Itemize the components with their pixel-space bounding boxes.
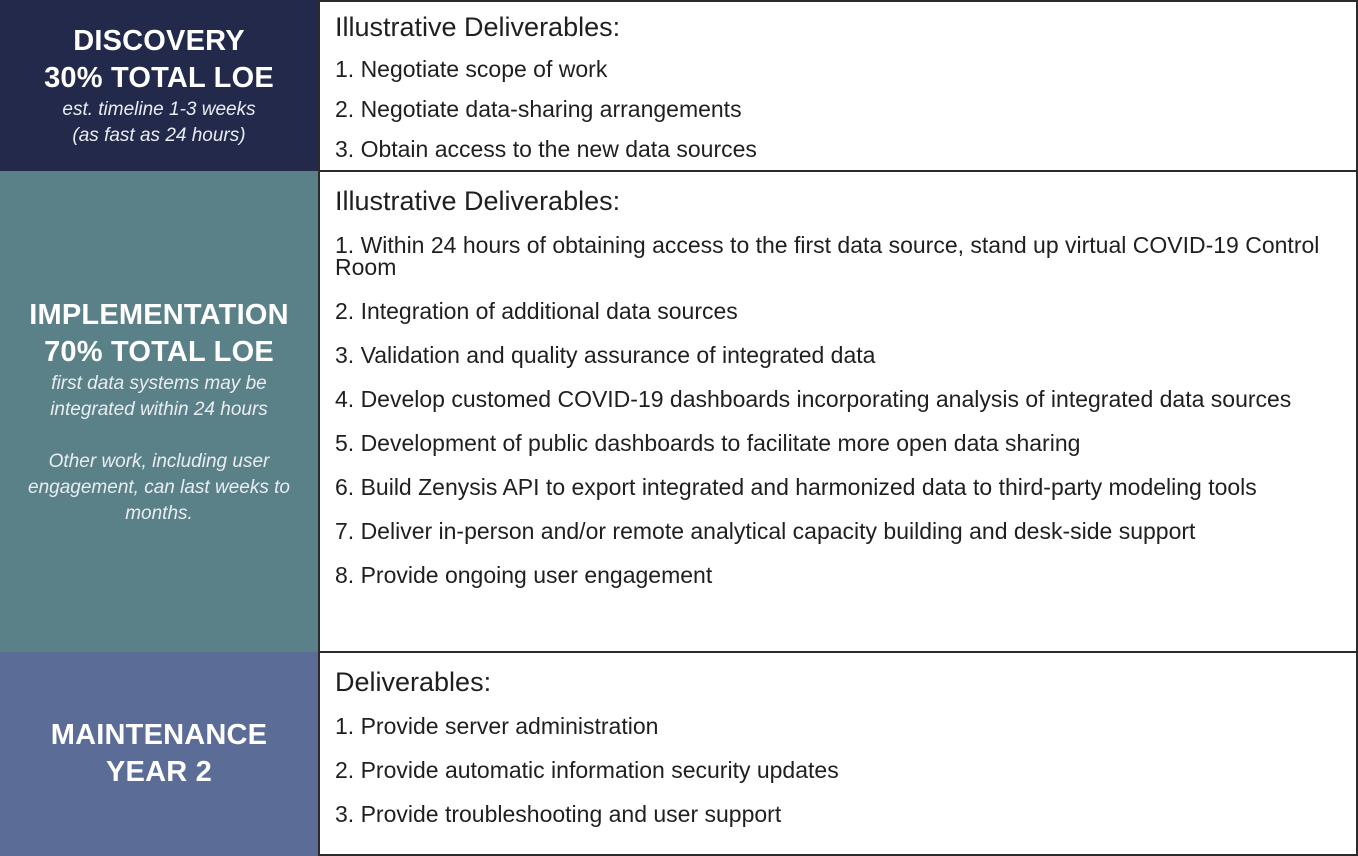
phase-extra-note: Other work, including user xyxy=(48,450,270,472)
deliverable-item: 3. Provide troubleshooting and user support xyxy=(335,801,782,827)
deliverable-item: 3. Validation and quality assurance of integrated data xyxy=(335,342,876,368)
deliverable-item: 3. Obtain access to the new data sources xyxy=(335,136,757,162)
deliverable-item: 1. Within 24 hours of obtaining access to the first data source, stand up virtual COVID-19 Control Room xyxy=(335,232,1320,280)
phase-label-discovery xyxy=(0,0,318,171)
deliverable-item: 2. Provide automatic information security updates xyxy=(335,757,839,783)
phase-loe: 70% TOTAL LOE xyxy=(44,335,274,368)
phase-label-maintenance xyxy=(0,652,318,856)
deliverables-heading: Deliverables: xyxy=(335,667,492,697)
phase-row-discovery xyxy=(0,0,1358,171)
deliverables-heading: Illustrative Deliverables: xyxy=(335,12,621,42)
phase-timeline-note: est. timeline 1-3 weeks xyxy=(62,98,256,120)
deliverable-item: 5. Development of public dashboards to facilitate more open data sharing xyxy=(335,430,1081,456)
deliverable-item: 7. Deliver in-person and/or remote analytical capacity building and desk-side support xyxy=(335,518,1196,544)
phase-row-maintenance xyxy=(0,652,1358,856)
deliverables-panel-implementation xyxy=(318,171,1358,652)
deliverable-item: 2. Negotiate data-sharing arrangements xyxy=(335,96,742,122)
deliverable-item: 2. Integration of additional data sources xyxy=(335,298,738,324)
phase-title: IMPLEMENTATION xyxy=(29,298,289,331)
phase-timeline-note: integrated within 24 hours xyxy=(50,398,268,420)
deliverable-item: 4. Develop customed COVID-19 dashboards incorporating analysis of integrated data sources xyxy=(335,386,1292,412)
phase-timeline-note: (as fast as 24 hours) xyxy=(72,124,246,146)
phase-duration: YEAR 2 xyxy=(106,756,212,788)
phase-title: MAINTENANCE xyxy=(50,719,268,751)
phase-title: DISCOVERY xyxy=(73,24,245,57)
deliverables-heading: Illustrative Deliverables: xyxy=(335,186,621,216)
deliverable-item: 1. Provide server administration xyxy=(335,713,659,739)
phase-timeline-note: first data systems may be xyxy=(51,372,267,394)
deliverable-item: 8. Provide ongoing user engagement xyxy=(335,562,713,588)
phase-label-implementation xyxy=(0,171,318,652)
deliverables-panel-maintenance xyxy=(318,652,1358,856)
phase-extra-note: engagement, can last weeks to xyxy=(28,476,290,498)
deliverable-item: 6. Build Zenysis API to export integrated and harmonized data to third-party modeling tools xyxy=(335,474,1257,500)
deliverables-panel-discovery xyxy=(318,0,1358,171)
phase-row-implementation xyxy=(0,171,1358,652)
deliverable-item: 1. Negotiate scope of work xyxy=(335,56,608,82)
phase-loe: 30% TOTAL LOE xyxy=(44,61,274,94)
phase-extra-note: months. xyxy=(125,502,193,524)
